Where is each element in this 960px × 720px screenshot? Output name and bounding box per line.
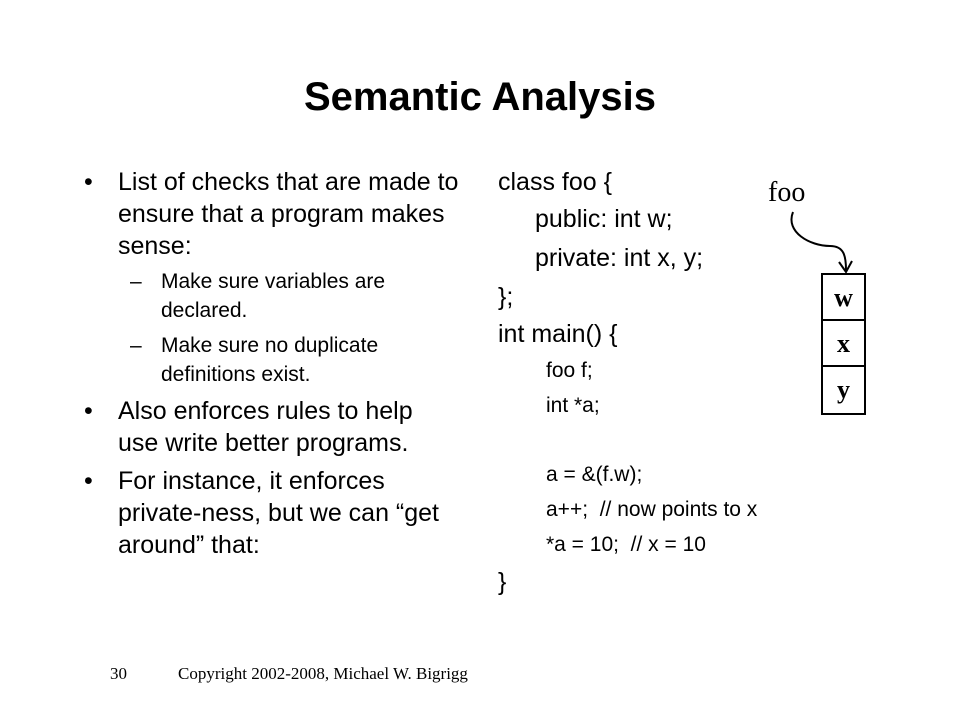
code-line: }: [498, 568, 507, 596]
memory-cell: w: [823, 275, 864, 321]
bullet-marker: •: [84, 397, 93, 425]
bullet-text: For instance, it enforces private-ness, but we can “get around” that:: [118, 467, 439, 559]
bullet-text: List of checks that are made to ensure that a program makes sense:: [118, 168, 459, 260]
code-line: };: [498, 283, 514, 311]
arrow-icon: [780, 208, 860, 278]
sub-bullet-text: Make sure no duplicate definitions exist.: [161, 334, 379, 386]
sub-bullet-marker: –: [130, 334, 142, 357]
sub-bullet-text: Make sure variables are declared.: [161, 270, 386, 322]
code-line: int main() {: [498, 320, 618, 348]
code-line: public: int w;: [535, 205, 673, 233]
copyright-text: Copyright 2002-2008, Michael W. Bigrigg: [178, 664, 468, 683]
sub-bullet-marker: –: [130, 270, 142, 293]
bullet-text: Also enforces rules to help use write better programs.: [118, 397, 413, 457]
memory-cell: y: [837, 375, 850, 404]
code-line: *a = 10; // x = 10: [546, 533, 706, 556]
memory-layout-box: [821, 273, 866, 415]
diagram-label: foo: [768, 177, 806, 208]
memory-cell: x: [823, 321, 864, 367]
code-line: private: int x, y;: [535, 244, 704, 272]
slide-title: Semantic Analysis: [303, 75, 656, 119]
code-line: a = &(f.w);: [546, 463, 643, 486]
code-line: foo f;: [546, 359, 593, 382]
code-line: class foo {: [498, 168, 612, 196]
bullet-marker: •: [84, 467, 93, 495]
page-number: 30: [110, 664, 127, 683]
code-line: a++; // now points to x: [546, 498, 758, 521]
bullet-marker: •: [84, 168, 93, 196]
code-line: int *a;: [546, 394, 600, 417]
